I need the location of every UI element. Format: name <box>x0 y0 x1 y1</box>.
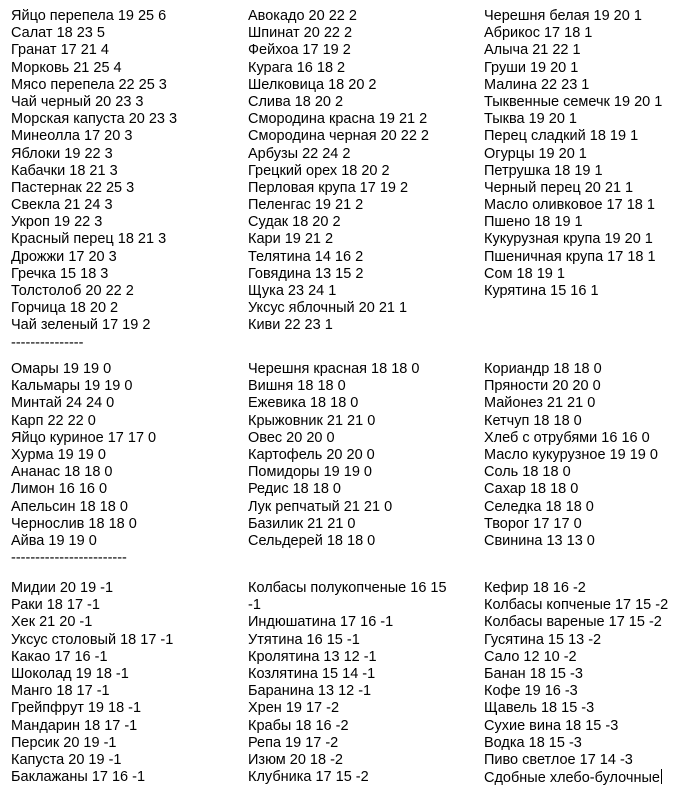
list-item: Курятина 15 16 1 <box>484 283 599 299</box>
list-item: Кролятина 13 12 -1 <box>248 648 377 665</box>
list-item: Дрожжи 17 20 3 <box>11 248 117 265</box>
list-item: Репа 19 17 -2 <box>248 734 339 751</box>
list-item: Грецкий орех 18 20 2 <box>248 162 390 179</box>
list-item: Арбузы 22 24 2 <box>248 145 351 162</box>
list-item: Творог 17 17 0 <box>484 515 582 532</box>
section2-column-3 <box>484 361 678 550</box>
list-item: Ананас 18 18 0 <box>11 464 113 481</box>
list-item: Минеолла 17 20 3 <box>11 128 133 145</box>
list-item: Щука 23 24 1 <box>248 283 337 299</box>
list-item: Апельсин 18 18 0 <box>11 498 128 515</box>
list-item: Уксус столовый 18 17 -1 <box>11 631 174 648</box>
list-item: Шоколад 19 18 -1 <box>11 665 129 682</box>
list-item: Банан 18 15 -3 <box>484 665 583 682</box>
list-item: Киви 22 23 1 <box>248 317 333 334</box>
list-item: Айва 19 19 0 <box>11 532 97 549</box>
list-item: Морковь 21 25 4 <box>11 59 122 76</box>
section1-column-3 <box>484 8 678 300</box>
list-item: Телятина 14 16 2 <box>248 248 364 265</box>
list-item: Укроп 19 22 3 <box>11 214 103 231</box>
list-item: Пастернак 22 25 3 <box>11 179 135 196</box>
list-item: Кукурузная крупа 19 20 1 <box>484 231 653 248</box>
list-item: Пшено 18 19 1 <box>484 214 583 231</box>
list-item: Петрушка 18 19 1 <box>484 162 603 179</box>
list-item: Селедка 18 18 0 <box>484 498 594 515</box>
list-item: Горчица 18 20 2 <box>11 300 119 317</box>
section3-column-2 <box>248 580 478 786</box>
list-item: Фейхоа 17 19 2 <box>248 42 351 59</box>
list-item: Минтай 24 24 0 <box>11 395 115 412</box>
text-cursor <box>661 769 662 784</box>
list-item: Помидоры 19 19 0 <box>248 464 372 481</box>
list-item: Индюшатина 17 16 -1 <box>248 614 394 631</box>
list-item: Чай зеленый 17 19 2 <box>11 317 151 334</box>
list-item: Алыча 21 22 1 <box>484 42 581 59</box>
list-item: Смородина красна 19 21 2 <box>248 111 428 128</box>
list-item: Смородина черная 20 22 2 <box>248 128 429 145</box>
list-item: Кальмары 19 19 0 <box>11 378 133 395</box>
list-item: Огурцы 19 20 1 <box>484 145 587 162</box>
list-item: Майонез 21 21 0 <box>484 395 596 412</box>
separator: ------------------------ <box>11 550 127 567</box>
list-item: Салат 18 23 5 <box>11 25 105 42</box>
list-item: Крыжовник 21 21 0 <box>248 412 376 429</box>
list-item: Шелковица 18 20 2 <box>248 76 377 93</box>
list-item: Авокадо 20 22 2 <box>248 8 357 24</box>
list-item: Перец сладкий 18 19 1 <box>484 128 639 145</box>
list-item: Шпинат 20 22 2 <box>248 25 353 42</box>
list-item: Гранат 17 21 4 <box>11 42 109 59</box>
list-item: Изюм 20 18 -2 <box>248 751 343 768</box>
list-item: Раки 18 17 -1 <box>11 597 100 614</box>
list-item: Щавель 18 15 -3 <box>484 700 595 717</box>
list-item: Ежевика 18 18 0 <box>248 395 359 412</box>
section2-column-1 <box>11 361 241 567</box>
list-item: Лимон 16 16 0 <box>11 481 108 498</box>
list-item: Мясо перепела 22 25 3 <box>11 76 167 93</box>
section3-column-1 <box>11 580 241 786</box>
list-item: Вишня 18 18 0 <box>248 378 346 395</box>
list-item: Сельдерей 18 18 0 <box>248 532 376 549</box>
list-item: Яблоки 19 22 3 <box>11 145 113 162</box>
list-item: Судак 18 20 2 <box>248 214 341 231</box>
list-item: Мидии 20 19 -1 <box>11 580 114 596</box>
list-item: Слива 18 20 2 <box>248 93 344 110</box>
list-item: Карп 22 22 0 <box>11 412 96 429</box>
list-item: Баранина 13 12 -1 <box>248 683 372 700</box>
list-item: Кефир 18 16 -2 <box>484 580 586 596</box>
list-item: Капуста 20 19 -1 <box>11 751 122 768</box>
list-item: Груши 19 20 1 <box>484 59 579 76</box>
list-item: Свинина 13 13 0 <box>484 532 595 549</box>
list-item: Уксус яблочный 20 21 1 <box>248 300 408 317</box>
list-item: Черный перец 20 21 1 <box>484 179 634 196</box>
list-item: Картофель 20 20 0 <box>248 446 375 463</box>
list-item: Говядина 13 15 2 <box>248 265 364 282</box>
list-item: Абрикос 17 18 1 <box>484 25 593 42</box>
list-item-with-cursor[interactable] <box>484 769 678 786</box>
list-item: Водка 18 15 -3 <box>484 734 582 751</box>
list-item: Перловая крупа 17 19 2 <box>248 179 409 196</box>
list-item: Черешня белая 19 20 1 <box>484 8 642 24</box>
list-item: Кориандр 18 18 0 <box>484 361 602 377</box>
list-item: Омары 19 19 0 <box>11 361 112 377</box>
list-item: Кофе 19 16 -3 <box>484 683 578 700</box>
list-item: Свекла 21 24 3 <box>11 197 113 214</box>
section1-column-2 <box>248 8 478 335</box>
section3-column-3 <box>484 580 678 786</box>
list-item: Крабы 18 16 -2 <box>248 717 349 734</box>
list-item: Хек 21 20 -1 <box>11 614 93 631</box>
list-item: Масло оливковое 17 18 1 <box>484 197 655 214</box>
list-item: Сом 18 19 1 <box>484 265 565 282</box>
list-item: Гусятина 15 13 -2 <box>484 631 602 648</box>
list-item: Чай черный 20 23 3 <box>11 93 144 110</box>
list-item: Клубника 17 15 -2 <box>248 769 369 786</box>
list-item: Утятина 16 15 -1 <box>248 631 360 648</box>
list-item: Чернослив 18 18 0 <box>11 515 137 532</box>
list-item: Колбасы копченые 17 15 -2 <box>484 597 669 614</box>
list-item: Масло кукурузное 19 19 0 <box>484 446 658 463</box>
list-item: Сало 12 10 -2 <box>484 648 577 665</box>
list-item: Персик 20 19 -1 <box>11 734 117 751</box>
list-item: Какао 17 16 -1 <box>11 648 108 665</box>
list-item: Колбасы вареные 17 15 -2 <box>484 614 662 631</box>
list-item: Тыква 19 20 1 <box>484 111 577 128</box>
list-item-text: Сдобные хлебо-булочные <box>484 770 660 787</box>
list-item: Колбасы полукопченые 16 15 -1 <box>248 580 447 614</box>
list-item: Манго 18 17 -1 <box>11 683 110 700</box>
separator: --------------- <box>11 334 84 351</box>
list-item: Лук репчатый 21 21 0 <box>248 498 393 515</box>
list-item: Толстолоб 20 22 2 <box>11 283 134 299</box>
list-item: Пшеничная крупа 17 18 1 <box>484 248 656 265</box>
list-item: Баклажаны 17 16 -1 <box>11 769 146 786</box>
list-item: Яйцо куриное 17 17 0 <box>11 429 157 446</box>
list-item: Малина 22 23 1 <box>484 76 590 93</box>
list-item: Соль 18 18 0 <box>484 464 571 481</box>
list-item: Редис 18 18 0 <box>248 481 341 498</box>
list-item: Мандарин 18 17 -1 <box>11 717 138 734</box>
list-item: Хрен 19 17 -2 <box>248 700 340 717</box>
section1-column-1 <box>11 8 241 352</box>
list-item: Гречка 15 18 3 <box>11 265 109 282</box>
list-item: Красный перец 18 21 3 <box>11 231 167 248</box>
list-item: Сухие вина 18 15 -3 <box>484 717 619 734</box>
list-item: Кари 19 21 2 <box>248 231 334 248</box>
list-item: Морская капуста 20 23 3 <box>11 111 178 128</box>
list-item: Яйцо перепела 19 25 6 <box>11 8 167 24</box>
list-item: Овес 20 20 0 <box>248 429 335 446</box>
list-item: Сахар 18 18 0 <box>484 481 579 498</box>
list-item: Тыквенные семечк 19 20 1 <box>484 93 663 110</box>
list-item: Пряности 20 20 0 <box>484 378 601 395</box>
list-item: Пиво светлое 17 14 -3 <box>484 751 633 768</box>
list-item: Пеленгас 19 21 2 <box>248 197 364 214</box>
list-item: Хлеб с отрубями 16 16 0 <box>484 429 650 446</box>
list-item: Козлятина 15 14 -1 <box>248 665 376 682</box>
list-item: Кабачки 18 21 3 <box>11 162 118 179</box>
list-item: Кетчуп 18 18 0 <box>484 412 582 429</box>
list-item: Базилик 21 21 0 <box>248 515 356 532</box>
list-item: Курага 16 18 2 <box>248 59 346 76</box>
list-item: Черешня красная 18 18 0 <box>248 361 420 377</box>
list-item: Хурма 19 19 0 <box>11 446 106 463</box>
list-item: Грейпфрут 19 18 -1 <box>11 700 142 717</box>
section2-column-2 <box>248 361 478 550</box>
